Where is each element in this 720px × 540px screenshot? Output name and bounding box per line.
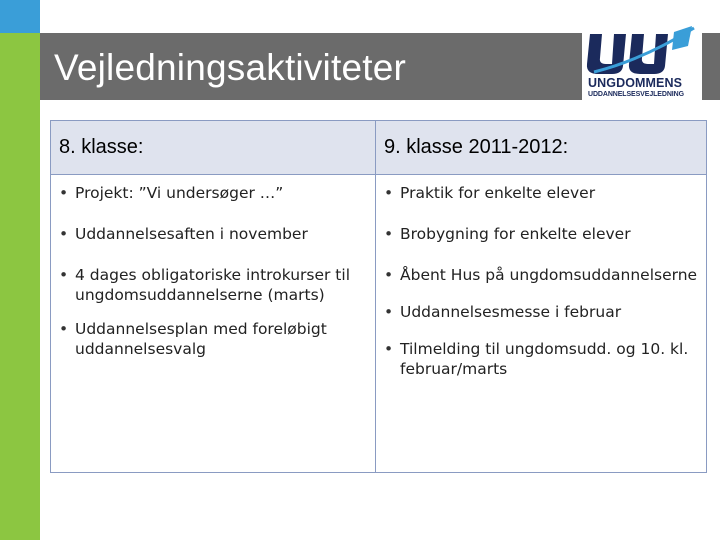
list-8-klasse	[59, 183, 375, 359]
table-row	[51, 175, 707, 473]
cell-8-klasse	[51, 175, 376, 473]
logo-name: UNGDOMMENS	[588, 76, 683, 90]
table-header-row	[51, 121, 707, 175]
cell-9-klasse	[376, 175, 707, 473]
list-item: • Uddannelsesmesse i februar	[384, 302, 706, 322]
list-item: • Uddannelsesplan med foreløbigt uddannelsesvalg	[59, 319, 375, 359]
list-item: • Uddannelsesaften i november	[59, 224, 375, 244]
list-item: • Åbent Hus på ungdomsuddannelserne	[384, 265, 706, 285]
list-item: • Praktik for enkelte elever	[384, 183, 706, 203]
activities-table	[50, 120, 707, 473]
list-item: • Tilmelding til ungdomsudd. og 10. kl. februar/marts	[384, 339, 706, 379]
list-item: • Brobygning for enkelte elever	[384, 224, 706, 244]
slide-title: Vejledningsaktiviteter	[54, 47, 406, 88]
blue-accent-block	[0, 0, 40, 33]
list-item: • 4 dages obligatoriske introkurser til ungdomsuddannelserne (marts)	[59, 265, 375, 305]
header-8-klasse: 8. klasse:	[51, 121, 376, 175]
uu-logo	[582, 20, 702, 106]
list-item: • Projekt: ”Vi undersøger …”	[59, 183, 375, 203]
list-9-klasse	[384, 183, 706, 379]
uu-logo-icon	[582, 20, 702, 76]
green-accent-bar	[0, 33, 40, 540]
header-9-klasse: 9. klasse 2011-2012:	[376, 121, 707, 175]
logo-subtitle: UDDANNELSESVEJLEDNING	[588, 91, 684, 98]
